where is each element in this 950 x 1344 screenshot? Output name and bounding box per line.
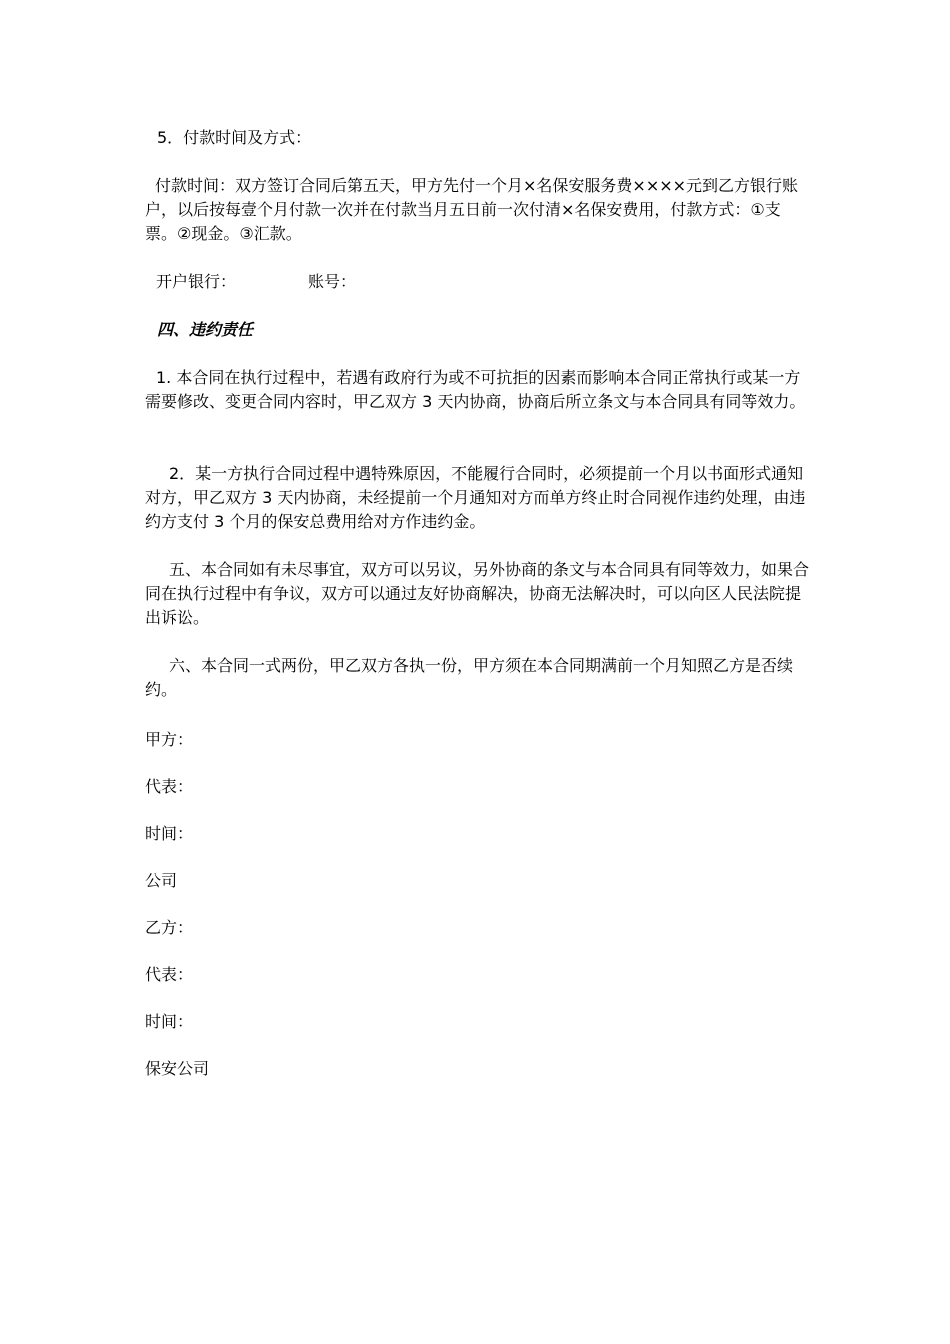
bank-account-line [145, 270, 810, 294]
section6-paragraph: 六、本合同一式两份，甲乙双方各执一份，甲方须在本合同期满前一个月知照乙方是否续约。 [145, 656, 794, 699]
clause-1: 1. 本合同在执行过程中，若遇有政府行为或不可抗拒的因素而影响本合同正常执行或某一方需要修改、变更合同内容时，甲乙双方 3 天内协商，协商后所立条文与本合同具有同等效力。 [145, 368, 806, 411]
bank-label: 开户银行： [156, 272, 237, 291]
party-b-representative: 代表： [145, 965, 194, 984]
party-a-time: 时间： [145, 824, 194, 843]
section4-title: 四、违约责任 [157, 320, 254, 339]
party-b-company: 保安公司 [145, 1059, 210, 1078]
party-a-representative: 代表： [145, 777, 194, 796]
party-b-label: 乙方： [145, 918, 194, 937]
party-b-time: 时间： [145, 1012, 194, 1031]
account-label: 账号： [308, 272, 357, 291]
payment-heading: 5．付款时间及方式： [157, 128, 312, 147]
party-a-company: 公司 [145, 871, 178, 890]
clause-2: 2．某一方执行合同过程中遇特殊原因，不能履行合同时，必须提前一个月以书面形式通知对方，甲乙双方 3 天内协商，未经提前一个月通知对方而单方终止时合同视作违约处理，由违约方支付 3 个月的保安总费用给对方作违约金。 [145, 464, 806, 531]
section5-paragraph: 五、本合同如有未尽事宜，双方可以另议，另外协商的条文与本合同具有同等效力，如果合同在执行过程中有争议，双方可以通过友好协商解决，协商无法解决时，可以向区人民法院提出诉讼。 [145, 560, 810, 627]
payment-time-paragraph: 付款时间：双方签订合同后第五天，甲方先付一个月×名保安服务费××××元到乙方银行账户，以后按每壹个月付款一次并在付款当月五日前一次付清×名保安费用，付款方式：①支票。②现金。③汇款。 [145, 176, 799, 243]
party-a-label: 甲方： [145, 730, 194, 749]
